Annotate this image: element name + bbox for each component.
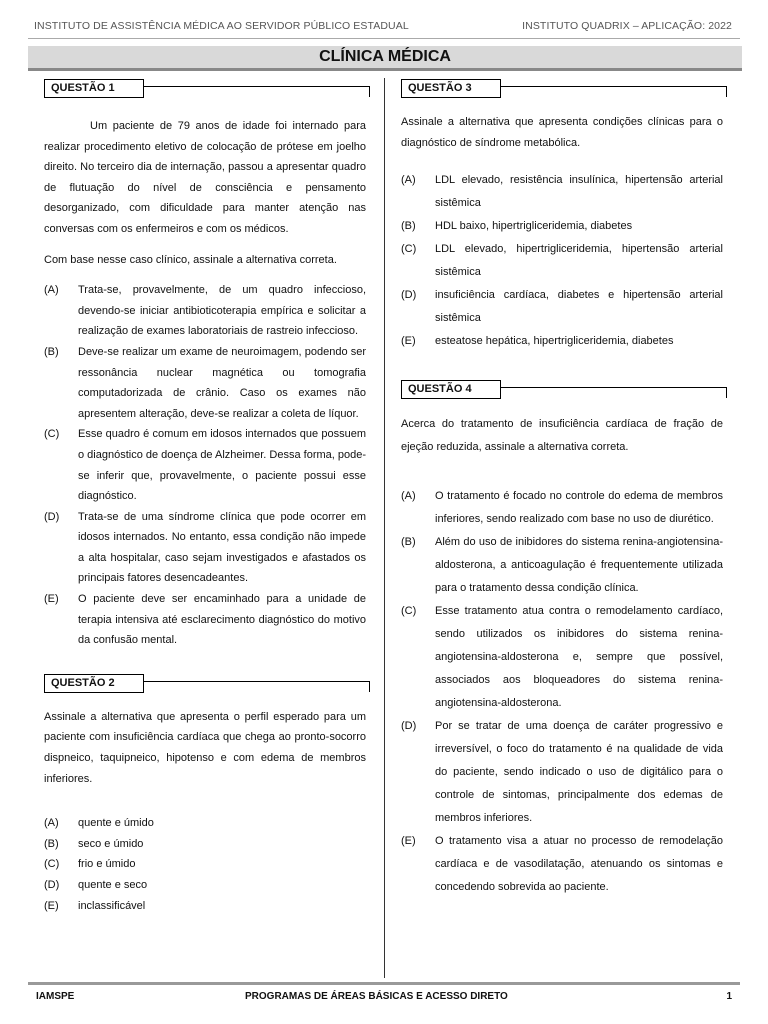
- question-1-header: [44, 78, 366, 98]
- column-divider: [384, 78, 385, 978]
- option-letter: (D): [44, 879, 60, 891]
- option-letter: (D): [401, 720, 417, 733]
- option-letter: (C): [44, 428, 60, 441]
- page-title: CLÍNICA MÉDICA: [28, 46, 742, 71]
- option-b[interactable]: [44, 342, 366, 424]
- option-e[interactable]: [401, 330, 723, 353]
- option-text: esteatose hepática, hipertrigliceridemia, diabetes: [435, 335, 674, 348]
- option-text: Por se tratar de uma doença de caráter progressivo e irreversível, o foco do tratamento é na qualidade de vida do paciente, sendo indicado o uso de digitálico para o controle de sintomas, principalmente dos edemas de membros inferiores.: [435, 720, 723, 825]
- option-a[interactable]: [44, 280, 366, 342]
- option-text: quente e úmido: [78, 817, 154, 830]
- header-institution: INSTITUTO DE ASSISTÊNCIA MÉDICA AO SERVIDOR PÚBLICO ESTADUAL: [34, 20, 409, 32]
- option-text: seco e úmido: [78, 837, 144, 850]
- option-b[interactable]: [401, 215, 723, 238]
- question-2-header: [44, 673, 366, 693]
- option-letter: (B): [401, 220, 416, 233]
- option-letter: (B): [44, 837, 59, 850]
- footer-org: IAMSPE: [36, 991, 75, 1002]
- option-text: Esse quadro é comum em idosos internados que possuem o diagnóstico de doença de Alzheimer. Dessa forma, pode-se inferir que, provavelmente, o paciente possui esse diagnóstico.: [78, 428, 367, 503]
- option-d[interactable]: [44, 507, 366, 589]
- left-column: [44, 78, 366, 916]
- header-divider: [28, 38, 740, 39]
- question-2-stem: Assinale a alternativa que apresenta o perfil esperado para um paciente com insuficiência cardíaca que chega ao pronto-socorro dispneico, taquipneico, hipotenso e com edema de membros inferiores.: [44, 710, 366, 785]
- option-d[interactable]: [401, 284, 723, 330]
- option-text: O tratamento visa a atuar no processo de remodelação cardíaca e de vasodilatação, atenuando os sintomas e concedendo sobrevida ao paciente.: [435, 835, 723, 894]
- option-e[interactable]: [44, 896, 366, 917]
- option-c[interactable]: [44, 424, 366, 506]
- option-letter: (A): [44, 284, 59, 297]
- option-text: Trata-se, provavelmente, de um quadro infeccioso, devendo-se iniciar antibioticoterapia empírica e solicitar a realização de exames laboratoriais de rastreio infeccioso.: [78, 284, 366, 338]
- question-1-label: QUESTÃO 1: [44, 79, 144, 98]
- option-text: LDL elevado, resistência insulínica, hipertensão arterial sistêmica: [435, 174, 723, 210]
- question-3-header: [401, 78, 723, 98]
- option-letter: (C): [401, 605, 417, 618]
- option-letter: (C): [401, 243, 417, 256]
- question-3-label: QUESTÃO 3: [401, 79, 501, 98]
- option-b[interactable]: [401, 531, 723, 600]
- option-d[interactable]: [44, 875, 366, 896]
- option-letter: (B): [401, 536, 416, 549]
- option-c[interactable]: [44, 854, 366, 875]
- option-a[interactable]: [44, 813, 366, 834]
- question-4-header: [401, 379, 723, 399]
- option-letter: (A): [401, 174, 416, 187]
- footer-program: PROGRAMAS DE ÁREAS BÁSICAS E ACESSO DIRETO: [245, 991, 508, 1002]
- question-1-stem: Um paciente de 79 anos de idade foi internado para realizar procedimento eletivo de colocação de prótese em joelho direito. No terceiro dia de internação, passou a apresentar quadro de flutuação do nível de consciência e pensamento desorganizado, com dificuldade para manter atenção nas conversas com os enfermeiros e com os médicos.: [44, 120, 366, 235]
- option-letter: (D): [401, 289, 417, 302]
- option-text: Esse tratamento atua contra o remodelamento cardíaco, sendo utilizados os inibidores do sistema renina-angiotensina-aldosterona e, sempre que possível, associados aos bloqueadores do sistema renina-angiotensina-aldosterona.: [435, 605, 723, 710]
- option-text: Deve-se realizar um exame de neuroimagem, podendo ser ressonância nuclear magnética ou tomografia computadorizada de crânio. Caso os exames não apresentem alteração, deve-se realizar a coleta de líquor.: [78, 345, 366, 420]
- page-number: 1: [726, 991, 732, 1002]
- question-3-stem: Assinale a alternativa que apresenta condições clínicas para o diagnóstico de síndrome metabólica.: [401, 116, 723, 149]
- question-3-options: [401, 169, 723, 353]
- question-2-options: [44, 813, 366, 916]
- option-text: quente e seco: [78, 879, 148, 891]
- option-text: insuficiência cardíaca, diabetes e hipertensão arterial sistêmica: [435, 289, 723, 325]
- option-text: HDL baixo, hipertrigliceridemia, diabetes: [435, 220, 633, 233]
- option-text: O tratamento é focado no controle do edema de membros inferiores, sendo realizado com base no uso de diurético.: [435, 490, 723, 526]
- right-column: [401, 78, 723, 899]
- question-4-stem: Acerca do tratamento de insuficiência cardíaca de fração de ejeção reduzida, assinale a alternativa correta.: [401, 418, 723, 454]
- option-letter: (E): [44, 593, 59, 606]
- option-d[interactable]: [401, 715, 723, 830]
- option-letter: (E): [401, 335, 416, 348]
- option-e[interactable]: [44, 589, 366, 651]
- option-letter: (A): [401, 490, 416, 503]
- header-application: INSTITUTO QUADRIX – APLICAÇÃO: 2022: [522, 20, 732, 32]
- option-letter: (A): [44, 817, 59, 830]
- option-letter: (B): [44, 345, 59, 358]
- option-letter: (C): [44, 858, 60, 871]
- option-text: LDL elevado, hipertrigliceridemia, hipertensão arterial sistêmica: [435, 243, 723, 279]
- option-letter: (D): [44, 510, 60, 523]
- question-2-label: QUESTÃO 2: [44, 674, 144, 693]
- option-text: frio e úmido: [78, 858, 136, 871]
- option-b[interactable]: [44, 834, 366, 855]
- option-e[interactable]: [401, 830, 723, 899]
- footer-divider: [28, 982, 740, 985]
- question-4-label: QUESTÃO 4: [401, 380, 501, 399]
- question-1-options: [44, 280, 366, 651]
- option-text: Além do uso de inibidores do sistema renina-angiotensina-aldosterona, a anticoagulação é frequentemente utilizada para o tratamento dessa condição clínica.: [435, 536, 723, 595]
- option-text: O paciente deve ser encaminhado para a unidade de terapia intensiva até esclarecimento diagnóstico do motivo da confusão mental.: [78, 593, 366, 647]
- question-1-prompt: Com base nesse caso clínico, assinale a alternativa correta.: [44, 253, 337, 266]
- option-c[interactable]: [401, 600, 723, 715]
- option-text: inclassificável: [78, 899, 146, 912]
- option-text: Trata-se de uma síndrome clínica que pode ocorrer em idosos internados. No entanto, essa condição não impede a alta hospitalar, caso sejam investigados e afastados os principais fatores desencadeantes.: [78, 510, 366, 585]
- option-letter: (E): [44, 899, 59, 912]
- option-letter: (E): [401, 835, 416, 848]
- option-a[interactable]: [401, 169, 723, 215]
- option-c[interactable]: [401, 238, 723, 284]
- option-a[interactable]: [401, 485, 723, 531]
- question-4-options: [401, 485, 723, 899]
